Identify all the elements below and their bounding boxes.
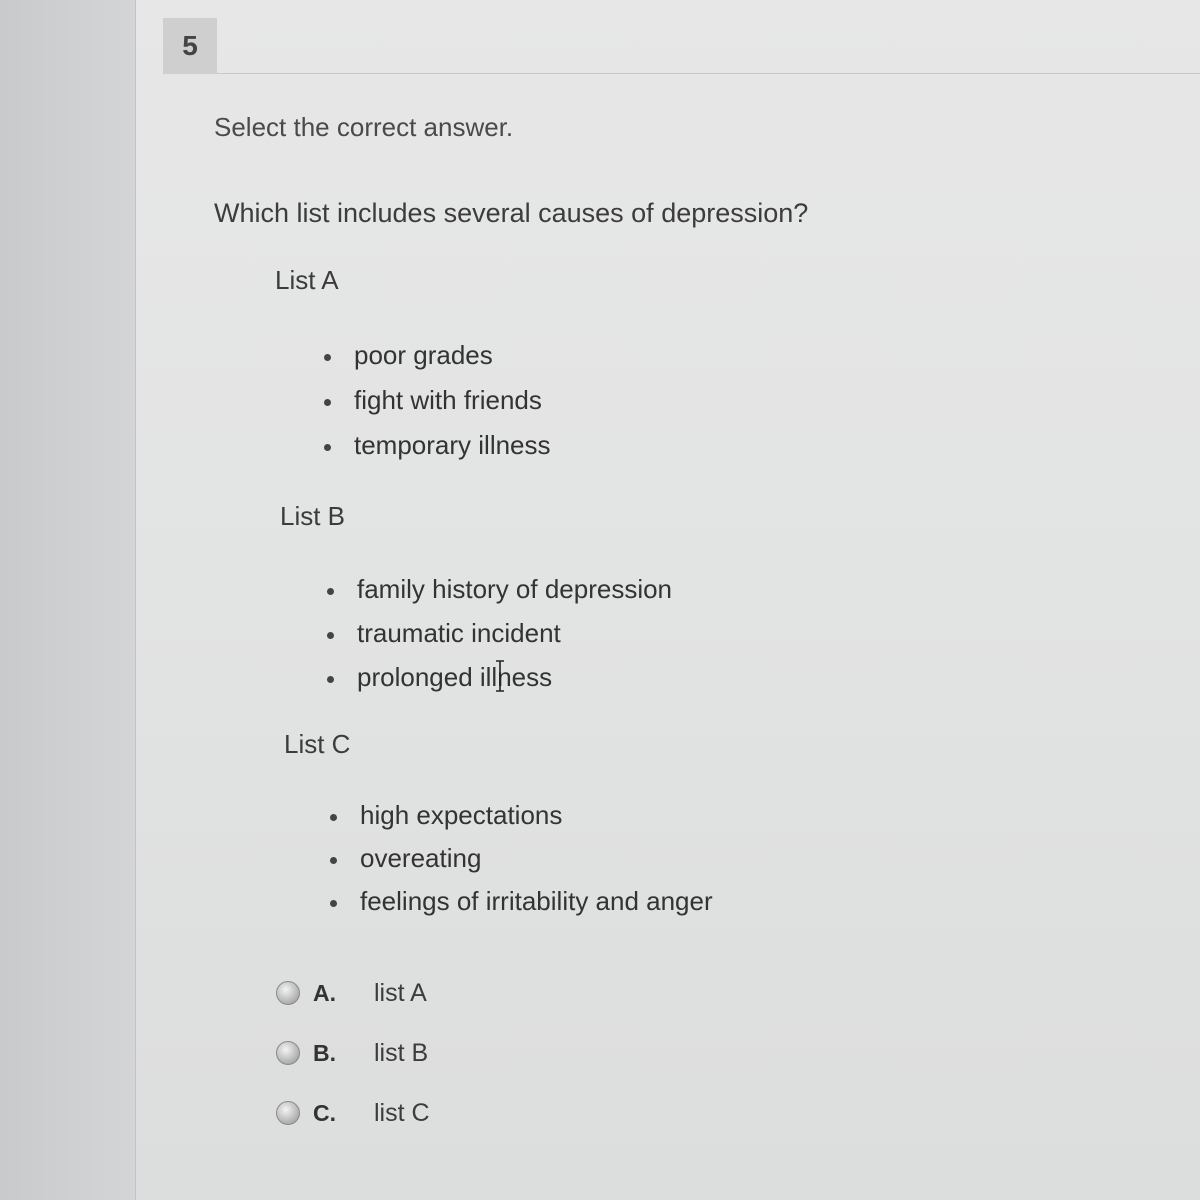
- instruction-text: Select the correct answer.: [214, 112, 514, 142]
- list-item: temporary illness: [324, 430, 551, 475]
- question-number-badge: 5: [163, 18, 217, 74]
- text-cursor-icon: [494, 660, 506, 692]
- question-header: [163, 18, 1200, 74]
- radio-button-icon[interactable]: [276, 1041, 300, 1065]
- radio-button-icon[interactable]: [276, 981, 300, 1005]
- option-label[interactable]: list A: [374, 978, 427, 1007]
- list-item: family history of depression: [327, 574, 672, 618]
- list-item: overeating: [330, 843, 713, 886]
- list-item: fight with friends: [324, 385, 551, 430]
- question-text: Which list includes several causes of depression?: [214, 198, 809, 228]
- list-item: feelings of irritability and anger: [330, 886, 713, 929]
- list-a-title: List A: [275, 265, 339, 295]
- left-gutter: [0, 0, 135, 1200]
- answer-option-c[interactable]: [276, 1098, 430, 1128]
- list-item: poor grades: [324, 340, 551, 385]
- list-a-items: [324, 340, 551, 475]
- list-item: high expectations: [330, 800, 713, 843]
- list-b-title: List B: [280, 501, 346, 531]
- list-item: traumatic incident: [327, 618, 672, 662]
- radio-button-icon[interactable]: [276, 1101, 300, 1125]
- list-item: prolonged illness: [327, 662, 672, 706]
- answer-option-b[interactable]: [276, 1038, 429, 1068]
- list-c-items: [330, 800, 713, 929]
- option-label[interactable]: list C: [374, 1098, 430, 1127]
- list-c-title: List C: [284, 729, 351, 759]
- answer-option-a[interactable]: [276, 978, 427, 1008]
- option-letter: C.: [313, 1099, 336, 1126]
- option-letter: B.: [313, 1039, 336, 1066]
- option-letter: A.: [313, 979, 336, 1006]
- option-label[interactable]: list B: [374, 1038, 429, 1067]
